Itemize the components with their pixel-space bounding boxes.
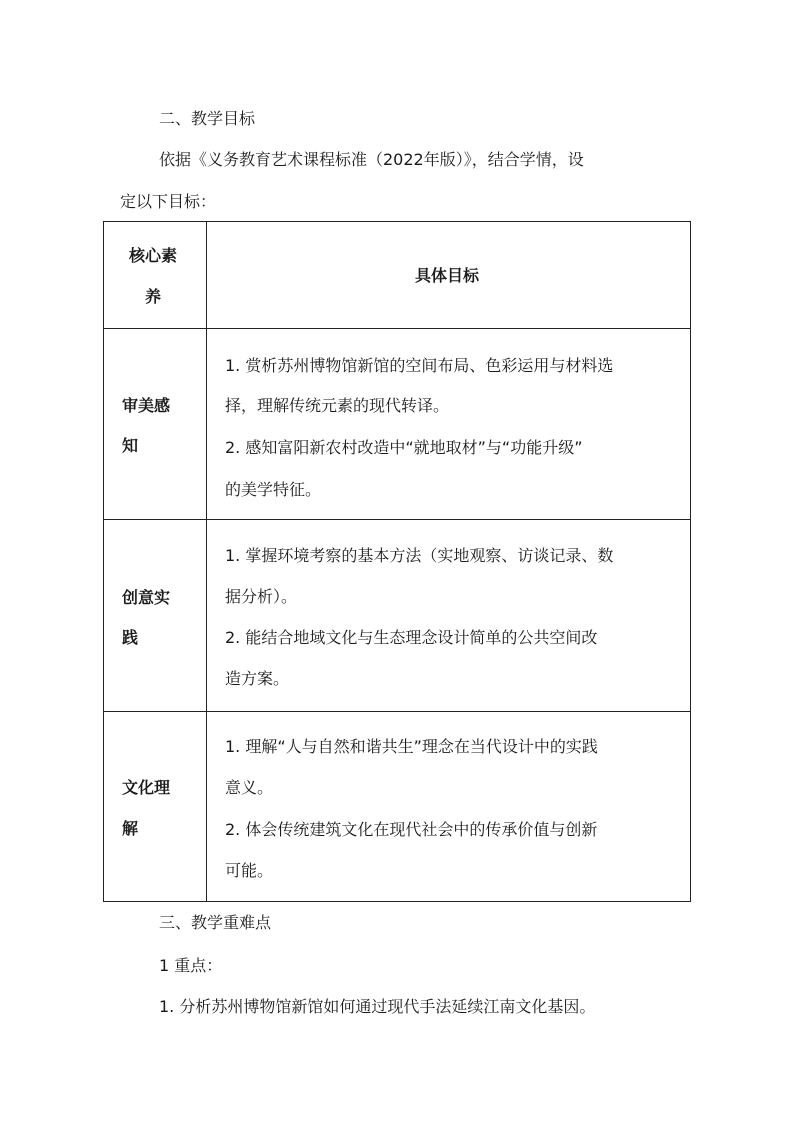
row-creative-goal-1-line-1: 1. 掌握环境考察的基本方法（实地观察、访谈记录、数 xyxy=(225,546,614,565)
row-divider xyxy=(104,519,690,520)
row-aesthetic-core-line-2: 知 xyxy=(122,436,139,455)
row-creative-goal-2-line-2: 造方案。 xyxy=(225,669,290,688)
row-cultural-core-line-2: 解 xyxy=(122,819,139,838)
header-core-literacy-line-2: 养 xyxy=(145,287,162,306)
row-cultural-goal-2-line-2: 可能。 xyxy=(225,861,274,880)
row-creative-core-line-1: 创意实 xyxy=(122,588,171,607)
row-aesthetic-goal-1-line-1: 1. 赏析苏州博物馆新馆的空间布局、色彩运用与材料选 xyxy=(225,356,614,375)
row-aesthetic-goal-2-line-1: 2. 感知富阳新农村改造中“就地取材”与“功能升级” xyxy=(225,438,583,457)
row-creative-core-line-2: 践 xyxy=(122,628,139,647)
section-heading-teaching-goals: 二、教学目标 xyxy=(159,109,256,128)
header-specific-goals: 具体目标 xyxy=(415,266,480,285)
intro-paragraph-line-2: 定以下目标： xyxy=(120,192,217,211)
header-core-literacy-line-1: 核心素 xyxy=(129,246,178,265)
row-cultural-goal-1-line-1: 1. 理解“人与自然和谐共生”理念在当代设计中的实践 xyxy=(225,737,598,756)
row-cultural-core-line-1: 文化理 xyxy=(122,778,171,797)
row-cultural-goal-2-line-1: 2. 体会传统建筑文化在现代社会中的传承价值与创新 xyxy=(225,820,598,839)
row-creative-goal-1-line-2: 据分析）。 xyxy=(225,587,298,606)
row-divider xyxy=(104,711,690,712)
row-cultural-goal-1-line-2: 意义。 xyxy=(225,778,274,797)
intro-paragraph-line-1: 依据《义务教育艺术课程标准（2022年版）》，结合学情，设 xyxy=(159,150,584,169)
key-points-label: 1 重点： xyxy=(159,956,223,975)
row-creative-goal-2-line-1: 2. 能结合地域文化与生态理念设计简单的公共空间改 xyxy=(225,628,598,647)
column-divider xyxy=(206,222,207,901)
section-heading-key-difficult-points: 三、教学重难点 xyxy=(159,913,272,932)
row-aesthetic-goal-1-line-2: 择，理解传统元素的现代转译。 xyxy=(225,396,450,415)
key-point-item-1: 1. 分析苏州博物馆新馆如何通过现代手法延续江南文化基因。 xyxy=(159,997,596,1016)
row-aesthetic-core-line-1: 审美感 xyxy=(122,396,171,415)
row-divider xyxy=(104,328,690,329)
row-aesthetic-goal-2-line-2: 的美学特征。 xyxy=(225,480,322,499)
goals-table xyxy=(103,221,691,902)
